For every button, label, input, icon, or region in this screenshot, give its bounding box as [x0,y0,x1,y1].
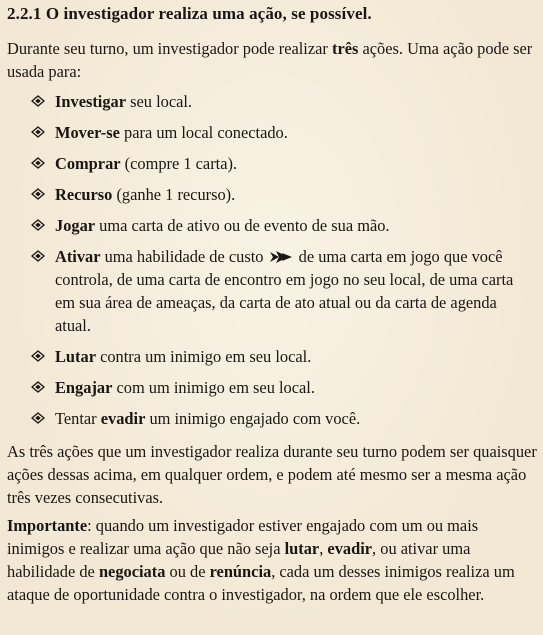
action-label: Mover-se [55,123,120,142]
summary-paragraph: As três ações que um investigador realiza durante seu turno podem ser quaisquer ações dessas acima, em qualquer ordem, e podem até mesmo ser a mesma ação três vezes consecutivas. [7,442,537,507]
action-label: evadir [100,409,146,428]
action-label: Investigar [55,92,127,111]
important-text-4: ou de [165,562,210,581]
important-text-1: : quando um investigador estiver engajado com um ou mais inimigos e realizar uma ação que não seja [7,516,479,558]
action-label: Jogar [55,216,96,235]
keyword-negociata: negociata [98,562,166,581]
diamond-bullet-icon [31,412,45,424]
diamond-bullet-icon [31,250,45,262]
diamond-bullet-icon [31,157,45,169]
intro-text-1: Durante seu turno, um investigador pode realizar [7,39,332,58]
diamond-bullet-icon [31,188,45,200]
keyword-lutar: lutar [284,539,320,558]
action-description-after-icon: de uma carta em jogo que você controla, de uma carta de encontro em jogo no seu local, de uma carta em sua área de ameaças, da carta de ato atual ou da carta de agenda atual. [55,247,514,335]
important-text-3: , ou ativar uma habilidade de [7,539,471,581]
fast-action-icon [270,251,292,263]
diamond-bullet-icon [31,381,45,393]
important-text-2: , [319,539,328,558]
important-label: Importante [7,516,88,535]
diamond-bullet-icon [31,350,45,362]
action-description: uma carta de ativo ou de evento de sua mão. [95,216,390,235]
intro-paragraph [7,37,537,83]
diamond-bullet-icon [31,219,45,231]
important-text-5: , cada um desses inimigos realiza um ataque de oportunidade contra o investigador, na ordem que ele escolher. [7,562,515,604]
action-description-before-icon: uma habilidade de custo [100,247,268,266]
action-description: um inimigo engajado com você. [145,409,361,428]
section-heading: 2.2.1 O investigador realiza uma ação, se possível. [7,4,372,23]
action-label: Ativar [55,247,101,266]
action-description: (compre 1 carta). [120,154,238,173]
action-prefix: Tentar [55,409,101,428]
action-description: para um local conectado. [119,123,288,142]
action-label: Comprar [55,154,121,173]
action-label: Recurso [55,185,113,204]
diamond-bullet-icon [31,126,45,138]
intro-bold-tres: três [331,39,359,58]
diamond-bullet-icon [31,95,45,107]
action-label: Engajar [55,378,113,397]
important-paragraph [7,514,537,606]
action-description: com um inimigo em seu local. [112,378,315,397]
keyword-renuncia: renúncia [209,562,272,581]
action-label: Lutar [55,347,96,366]
action-description: contra um inimigo em seu local. [95,347,312,366]
action-description: seu local. [126,92,193,111]
intro-text-2: ações. Uma ação pode ser usada para: [7,39,533,81]
keyword-evadir: evadir [327,539,373,558]
action-description: (ganhe 1 recurso). [112,185,236,204]
